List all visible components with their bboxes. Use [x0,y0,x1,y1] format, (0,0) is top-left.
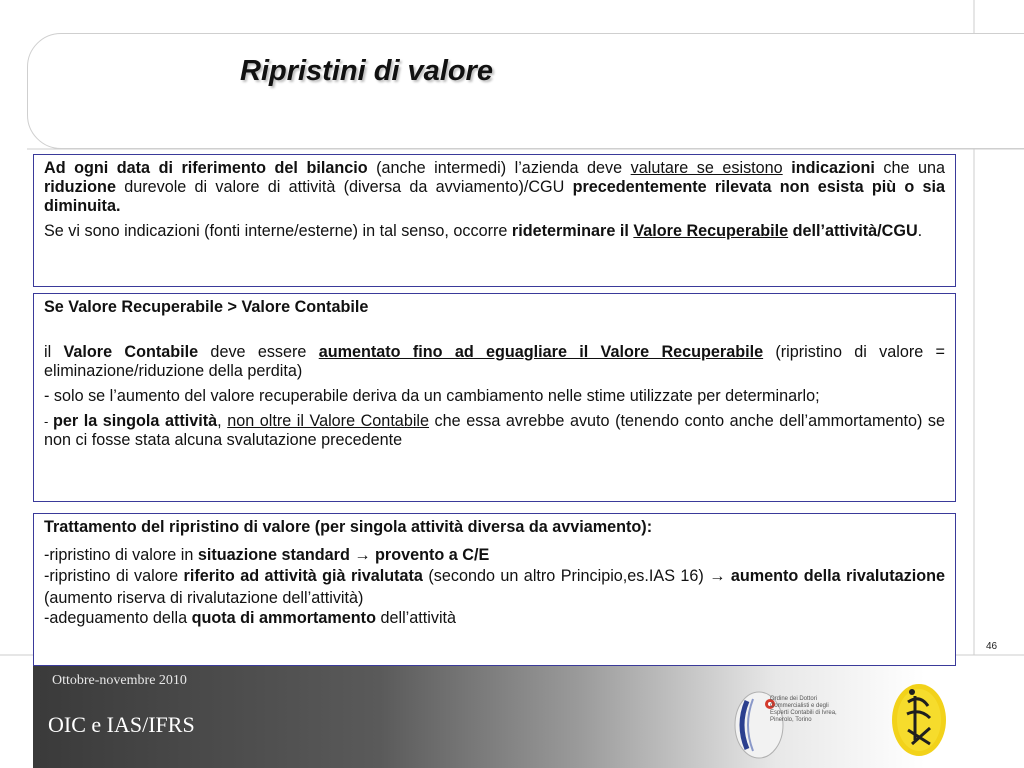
text: -ripristino di valore [44,567,184,585]
box3-line-1 [44,546,945,565]
text-bold: riferito ad attività già rivalutata [183,567,423,585]
text: (aumento riserva di rivalutazione dell’attività) [44,589,364,607]
text-bold: per la singola attività [52,412,218,430]
text-underline: valutare se esistono [630,159,783,177]
text: il [44,343,64,361]
box2-paragraph-3 [44,412,945,450]
text-underline: non oltre il Valore Contabile [227,412,430,430]
text-bold-underline: aumentato fino ad eguagliare il Valore Recuperabile [318,343,764,361]
box3-heading [44,518,945,537]
box1-paragraph-2 [44,222,945,241]
text: . [917,222,923,240]
box1-paragraph-1 [44,159,945,216]
footer-brand: OIC e IAS/IFRS [48,712,195,737]
text: dell’attività [375,609,457,627]
text: -adeguamento della [44,609,192,627]
text: (secondo un altro Principio,es.IAS 16) → [422,567,731,585]
text: che essa avrebbe avuto (tenendo conto anche dell’ammortamento) se non ci fosse stata alcuna svalutazione precedente [44,412,945,449]
text-bold: rideterminare il [511,222,634,240]
text-bold: situazione standard [197,546,350,564]
text: che una [874,159,945,177]
text-bold: quota di ammortamento [191,609,376,627]
box2-paragraph-1 [44,343,945,381]
box2-heading [44,298,945,317]
box2-paragraph-2: - solo se l’aumento del valore recuperabile deriva da un cambiamento nelle stime utilizzate per determinarlo; [44,387,820,405]
box-reversal-treatment [33,513,956,666]
text: deve essere [198,343,319,361]
text-bold: Valore Contabile [63,343,199,361]
text: (anche intermedi) l’azienda deve [367,159,631,177]
text-bold-underline: Valore Recuperabile [633,222,789,240]
arrow-right-icon: → [349,546,376,564]
slide-title: Ripristini di valore [240,55,493,87]
text: durevole di valore di attività (diversa da avviamento)/CGU [115,178,573,196]
text-bold: Se Valore Recuperabile > Valore Contabile [44,298,369,316]
footer-date: Ottobre-novembre 2010 [52,673,187,688]
box-recoverable-greater [33,293,956,502]
text-bold: precedentemente rilevata non esista più o sia diminuita. [44,178,946,215]
text-bold: Ad ogni data di riferimento del bilancio [44,159,368,177]
box3-line-3 [44,609,945,628]
box-reference-date [33,154,956,287]
text: -ripristino di valore in [44,546,198,564]
box3-line-2 [44,565,945,609]
text-bold: aumento della rivalutazione [730,567,946,585]
text: Se vi sono indicazioni (fonti interne/esterne) in tal senso, occorre [44,222,512,240]
text-dash: - [44,414,53,429]
text: (ripristino di valore = eliminazione/riduzione della perdita) [44,343,945,380]
order-accountants-logo-text: Ordine dei Dottori Commercialisti e degli Esperti Contabili di Ivrea, Pinerolo, Torino [770,696,837,723]
text [783,159,792,177]
oic-emblem-icon [890,680,948,758]
text-bold: provento a C/E [375,546,490,564]
text-bold: indicazioni [791,159,875,177]
text-bold: dell’attività/CGU [788,222,918,240]
text-bold: riduzione [44,178,116,196]
text-bold: Trattamento del ripristino di valore (per singola attività diversa da avviamento): [44,518,653,536]
page-number: 46 [986,641,998,652]
text: , [217,412,228,430]
title-panel [27,33,1024,149]
